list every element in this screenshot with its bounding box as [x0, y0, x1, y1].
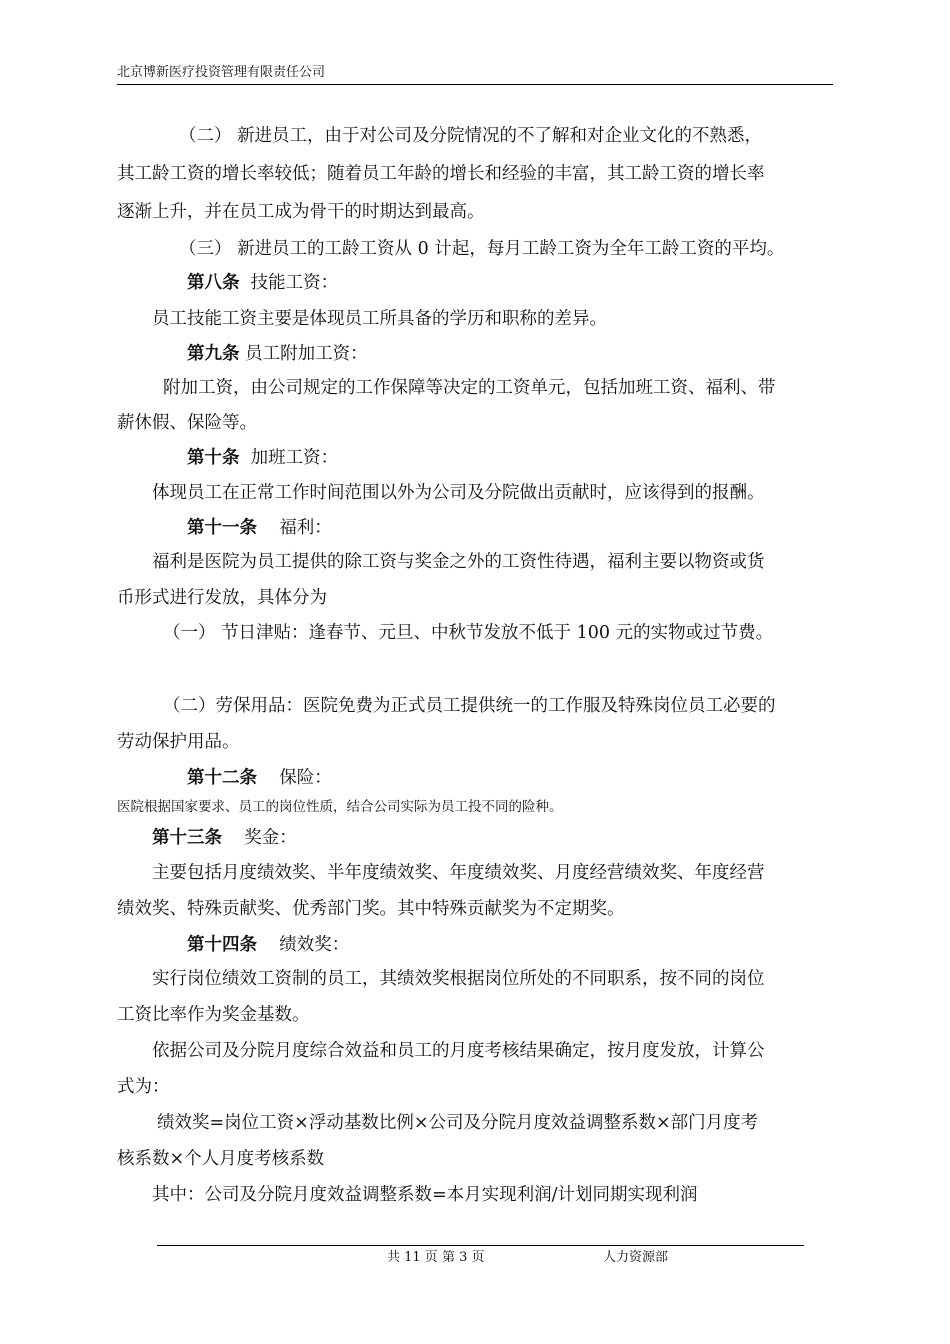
paragraph-line: 附加工资，由公司规定的工作保障等决定的工资单元，包括加班工资、福利、带 [163, 378, 776, 398]
article-heading [187, 342, 368, 366]
company-name: 北京博新医疗投资管理有限责任公司 [117, 65, 326, 80]
article-heading [187, 933, 349, 957]
paragraph-line: 医院根据国家要求、员工的岗位性质，结合公司实际为员工投不同的险种。 [117, 799, 563, 815]
page-counter: 共 11 页 第 3 页 [387, 1250, 485, 1265]
article-title: 技能工资： [250, 273, 339, 293]
paragraph-line: 工资比率作为奖金基数。 [117, 1005, 310, 1025]
article-title: 福利： [279, 518, 332, 538]
paragraph-line: 币形式进行发放，具体分为 [117, 588, 327, 608]
paragraph-line: 体现员工在正常工作时间范围以外为公司及分院做出贡献时，应该得到的报酬。 [152, 483, 765, 503]
paragraph-line: 式为： [117, 1077, 170, 1097]
paragraph-line: 员工技能工资主要是体现员工所具备的学历和职称的差异。 [152, 309, 607, 329]
paragraph-line: （二）劳保用品：医院免费为正式员工提供统一的工作服及特殊岗位员工必要的 [163, 696, 776, 716]
article-heading [152, 826, 297, 850]
paragraph-line: 实行岗位绩效工资制的员工，其绩效奖根据岗位所处的不同职系，按不同的岗位 [152, 969, 765, 989]
paragraph-line: 绩效奖、特殊贡献奖、优秀部门奖。其中特殊贡献奖为不定期奖。 [117, 899, 625, 919]
paragraph-line: 主要包括月度绩效奖、半年度绩效奖、年度绩效奖、月度经营绩效奖、年度经营 [152, 863, 765, 883]
paragraph-line: 福利是医院为员工提供的除工资与奖金之外的工资性待遇，福利主要以物资或货 [152, 552, 765, 572]
paragraph-line: 其中：公司及分院月度效益调整系数=本月实现利润/计划同期实现利润 [152, 1185, 698, 1205]
article-title: 加班工资： [250, 448, 339, 468]
page-header [117, 64, 833, 85]
paragraph-line: （二） 新进员工，由于对公司及分院情况的不了解和对企业文化的不熟悉， [179, 126, 763, 146]
article-heading [187, 766, 332, 790]
paragraph-line: 逐渐上升，并在员工成为骨干的时期达到最高。 [117, 202, 485, 222]
paragraph-line: 其工龄工资的增长率较低；随着员工年龄的增长和经验的丰富，其工龄工资的增长率 [117, 164, 765, 184]
article-heading [187, 446, 338, 470]
paragraph-line: 薪休假、保险等。 [117, 413, 257, 433]
footer-department: 人力资源部 [603, 1250, 669, 1265]
formula-line: 绩效奖=岗位工资×浮动基数比例×公司及分院月度效益调整系数×部门月度考 [157, 1113, 759, 1133]
paragraph-line: （三） 新进员工的工龄工资从 0 计起，每月工龄工资为全年工龄工资的平均。 [179, 239, 785, 259]
article-heading [187, 271, 338, 295]
article-title: 员工附加工资： [245, 344, 368, 364]
footer-divider [157, 1245, 804, 1246]
paragraph-line: （一） 节日津贴：逢春节、元旦、中秋节发放不低于 100 元的实物或过节费。 [163, 623, 774, 643]
article-number: 第十三条 [152, 828, 222, 848]
article-title: 奖金： [244, 828, 297, 848]
paragraph-line: 劳动保护用品。 [117, 732, 240, 752]
article-number: 第十四条 [187, 935, 257, 955]
article-number: 第十条 [187, 448, 240, 468]
paragraph-line: 依据公司及分院月度综合效益和员工的月度考核结果确定，按月度发放，计算公 [152, 1041, 765, 1061]
article-number: 第十一条 [187, 518, 257, 538]
article-number: 第九条 [187, 344, 240, 364]
article-number: 第八条 [187, 273, 240, 293]
article-title: 保险： [279, 768, 332, 788]
formula-line: 核系数×个人月度考核系数 [117, 1149, 325, 1169]
article-heading [187, 516, 332, 540]
article-number: 第十二条 [187, 768, 257, 788]
article-title: 绩效奖： [279, 935, 350, 955]
